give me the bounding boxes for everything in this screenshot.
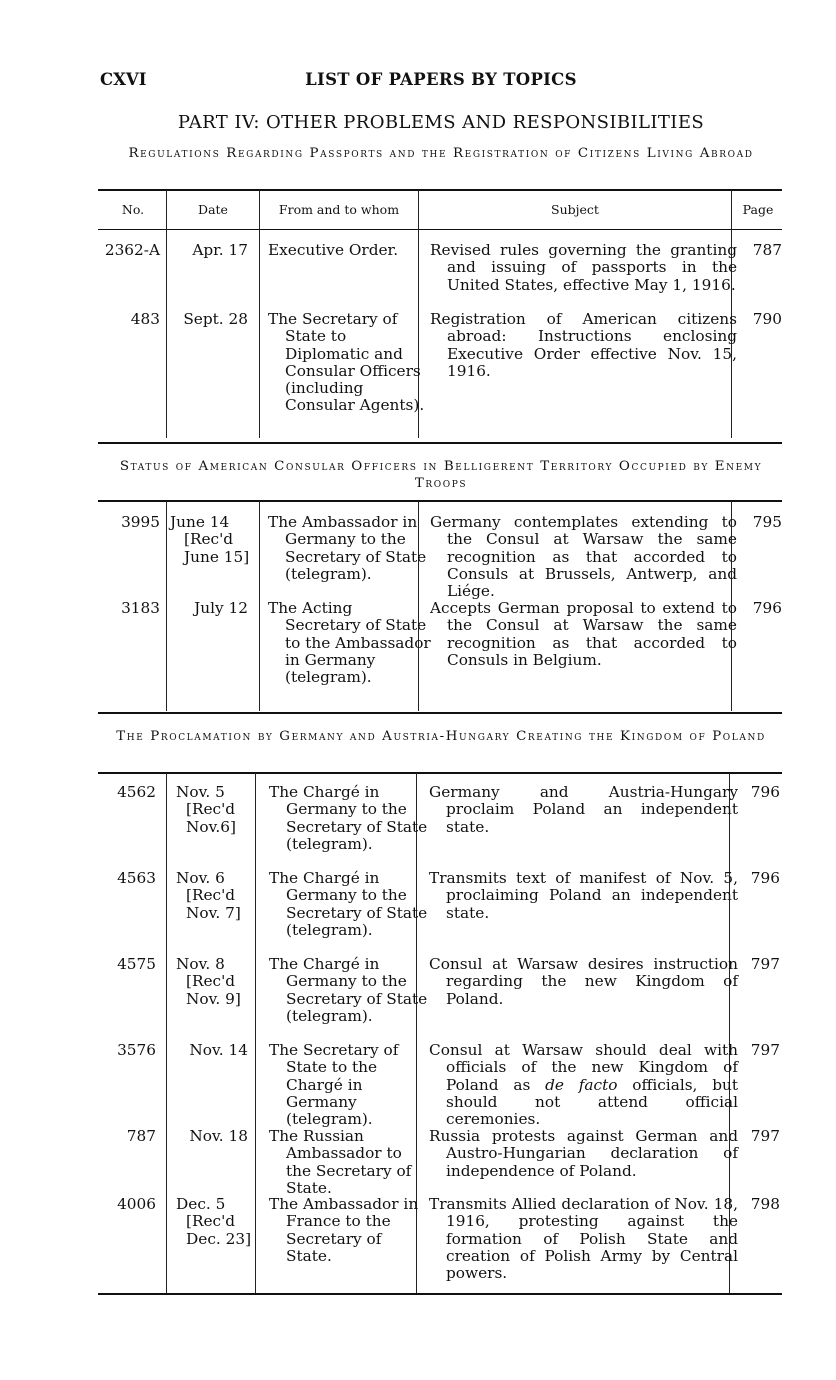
table-row-subject: Registration of American citizens abroad: Instructions enclosing Executive Order effective Nov. 15, 1916.	[430, 310, 737, 380]
table-rule-top	[98, 772, 782, 774]
table-row-date	[170, 600, 248, 617]
table-row-from-to: The Russian Ambassador to the Secretary of State.	[269, 1127, 412, 1197]
table-row-no: 787	[126, 1127, 156, 1145]
table-row-from-to: The Acting Secretary of State to the Ambassador in Germany (telegram).	[268, 599, 431, 687]
table-row-date	[170, 311, 248, 328]
table-row-page: 798	[750, 1195, 780, 1213]
table-row-no: 4575	[117, 955, 156, 973]
table-row-no: 3576	[117, 1041, 156, 1059]
table-row-from-to: The Chargé in Germany to the Secretary of State (telegram).	[269, 955, 428, 1025]
column-header-date: Date	[198, 202, 228, 217]
table-row-from-to: The Chargé in Germany to the Secretary of State (telegram).	[269, 869, 428, 939]
date-line: Apr. 17	[192, 241, 248, 259]
table-row-subject: Germany contemplates extending to the Consul at Warsaw the same recognition as that accorded to Consuls at Brussels, Antwerp, and Liége.	[430, 513, 737, 601]
running-head	[100, 70, 782, 94]
table-row-date	[176, 1128, 248, 1145]
column-divider	[166, 190, 167, 438]
date-received: [Rec'd Nov.6]	[186, 800, 236, 836]
table-row-from-to: The Chargé in Germany to the Secretary of State (telegram).	[269, 783, 428, 853]
subject-italic: de facto	[545, 1075, 618, 1094]
table-row-date	[170, 242, 248, 259]
table-row-date	[176, 870, 248, 922]
column-divider	[259, 501, 260, 711]
date-line: July 12	[194, 599, 248, 617]
table-row-date	[176, 784, 248, 836]
column-header-from-to: From and to whom	[278, 202, 400, 217]
table-row-page: 796	[750, 869, 780, 887]
part-title: PART IV: OTHER PROBLEMS AND RESPONSIBILITIES	[177, 112, 705, 133]
section-title-kingdom-of-poland: The Proclamation by Germany and Austria-Hungary Creating the Kingdom of Poland	[116, 729, 766, 744]
table-row-date	[176, 1042, 248, 1059]
table-row-no: 3995	[121, 513, 160, 531]
table-row-subject: Consul at Warsaw desires instruction regarding the new Kingdom of Poland.	[429, 955, 738, 1008]
table-row-no: 2362-A	[104, 241, 160, 259]
table-row-subject: Revised rules governing the granting and issuing of passports in the United States, effective May 1, 1916.	[430, 241, 737, 294]
table-row-page: 797	[750, 1041, 780, 1059]
table-row-subject: Transmits Allied declaration of Nov. 18, 1916, protesting against the formation of Polish State and creation of Polish Army by Central powers.	[429, 1195, 738, 1283]
column-header-subject: Subject	[551, 202, 599, 217]
table-row-from-to: The Secretary of State to the Chargé in Germany (telegram).	[269, 1041, 399, 1129]
table-row-subject: Russia protests against German and Austro-Hungarian declaration of independence of Poland.	[429, 1127, 738, 1180]
running-title: LIST OF PAPERS BY TOPICS	[305, 70, 577, 89]
column-header-page: Page	[742, 202, 774, 217]
date-line: Nov. 18	[189, 1127, 248, 1145]
table-rule-bottom	[98, 442, 782, 444]
table-row-subject: Germany and Austria-Hungary proclaim Poland an independent state.	[429, 783, 738, 836]
date-line: Nov. 6	[176, 869, 225, 887]
table-row-from-to: Executive Order.	[268, 241, 399, 259]
table-row-subject	[429, 1042, 738, 1128]
subject-text: Consul at Warsaw should deal with officials of the new Kingdom of Poland as	[429, 1041, 738, 1094]
date-line: Dec. 5	[176, 1195, 226, 1213]
table-rule-bottom	[98, 712, 782, 714]
date-received: [Rec'd Nov. 9]	[186, 972, 241, 1008]
table-rule-top	[98, 189, 782, 191]
column-header-no: No.	[121, 202, 145, 217]
column-divider	[166, 773, 167, 1293]
table-row-from-to: The Ambassador in France to the Secretary of State.	[269, 1195, 419, 1265]
table-row-no: 483	[130, 310, 160, 328]
column-divider	[255, 773, 256, 1293]
section-title-consular-officers: Status of American Consular Officers in Belligerent Territory Occupied by Enemy Troops	[119, 459, 763, 491]
section-title-passports: Regulations Regarding Passports and the Registration of Citizens Living Abroad	[128, 146, 754, 161]
date-received: [Rec'd Nov. 7]	[186, 886, 241, 922]
table-row-page: 787	[752, 241, 782, 259]
table-row-page: 790	[752, 310, 782, 328]
table-rule-bottom	[98, 1293, 782, 1295]
table-row-no: 4562	[117, 783, 156, 801]
table-row-subject: Transmits text of manifest of Nov. 5, proclaiming Poland an independent state.	[429, 869, 738, 922]
date-line: Nov. 5	[176, 783, 225, 801]
table-row-no: 4006	[117, 1195, 156, 1213]
date-received: [Rec'd June 15]	[184, 530, 250, 566]
table-row-subject: Accepts German proposal to extend to the Consul at Warsaw the same recognition as that accorded to Consuls in Belgium.	[430, 599, 737, 669]
date-line: June 14	[170, 513, 230, 531]
table-rule-top	[98, 500, 782, 502]
table-row-no: 4563	[117, 869, 156, 887]
table-row-page: 796	[752, 599, 782, 617]
column-divider	[166, 501, 167, 711]
table-row-page: 795	[752, 513, 782, 531]
date-line: Nov. 14	[189, 1041, 248, 1059]
date-line: Sept. 28	[183, 310, 248, 328]
table-row-from-to: The Secretary of State to Diplomatic and Consular Officers (including Consular Agents).	[268, 310, 425, 415]
subject-text: officials, but should not attend official ceremonies.	[446, 1075, 739, 1129]
column-divider	[259, 190, 260, 438]
table-row-page: 797	[750, 955, 780, 973]
date-line: Nov. 8	[176, 955, 225, 973]
page-number: CXVI	[100, 70, 147, 89]
table-row-date	[176, 956, 248, 1008]
table-row-from-to: The Ambassador in Germany to the Secretary of State (telegram).	[268, 513, 427, 583]
table-row-date	[170, 514, 258, 566]
table-row-page: 797	[750, 1127, 780, 1145]
table-row-no: 3183	[121, 599, 160, 617]
table-rule-header	[98, 229, 782, 230]
table-row-page: 796	[750, 783, 780, 801]
date-received: [Rec'd Dec. 23]	[186, 1212, 252, 1248]
table-row-date	[176, 1196, 254, 1248]
